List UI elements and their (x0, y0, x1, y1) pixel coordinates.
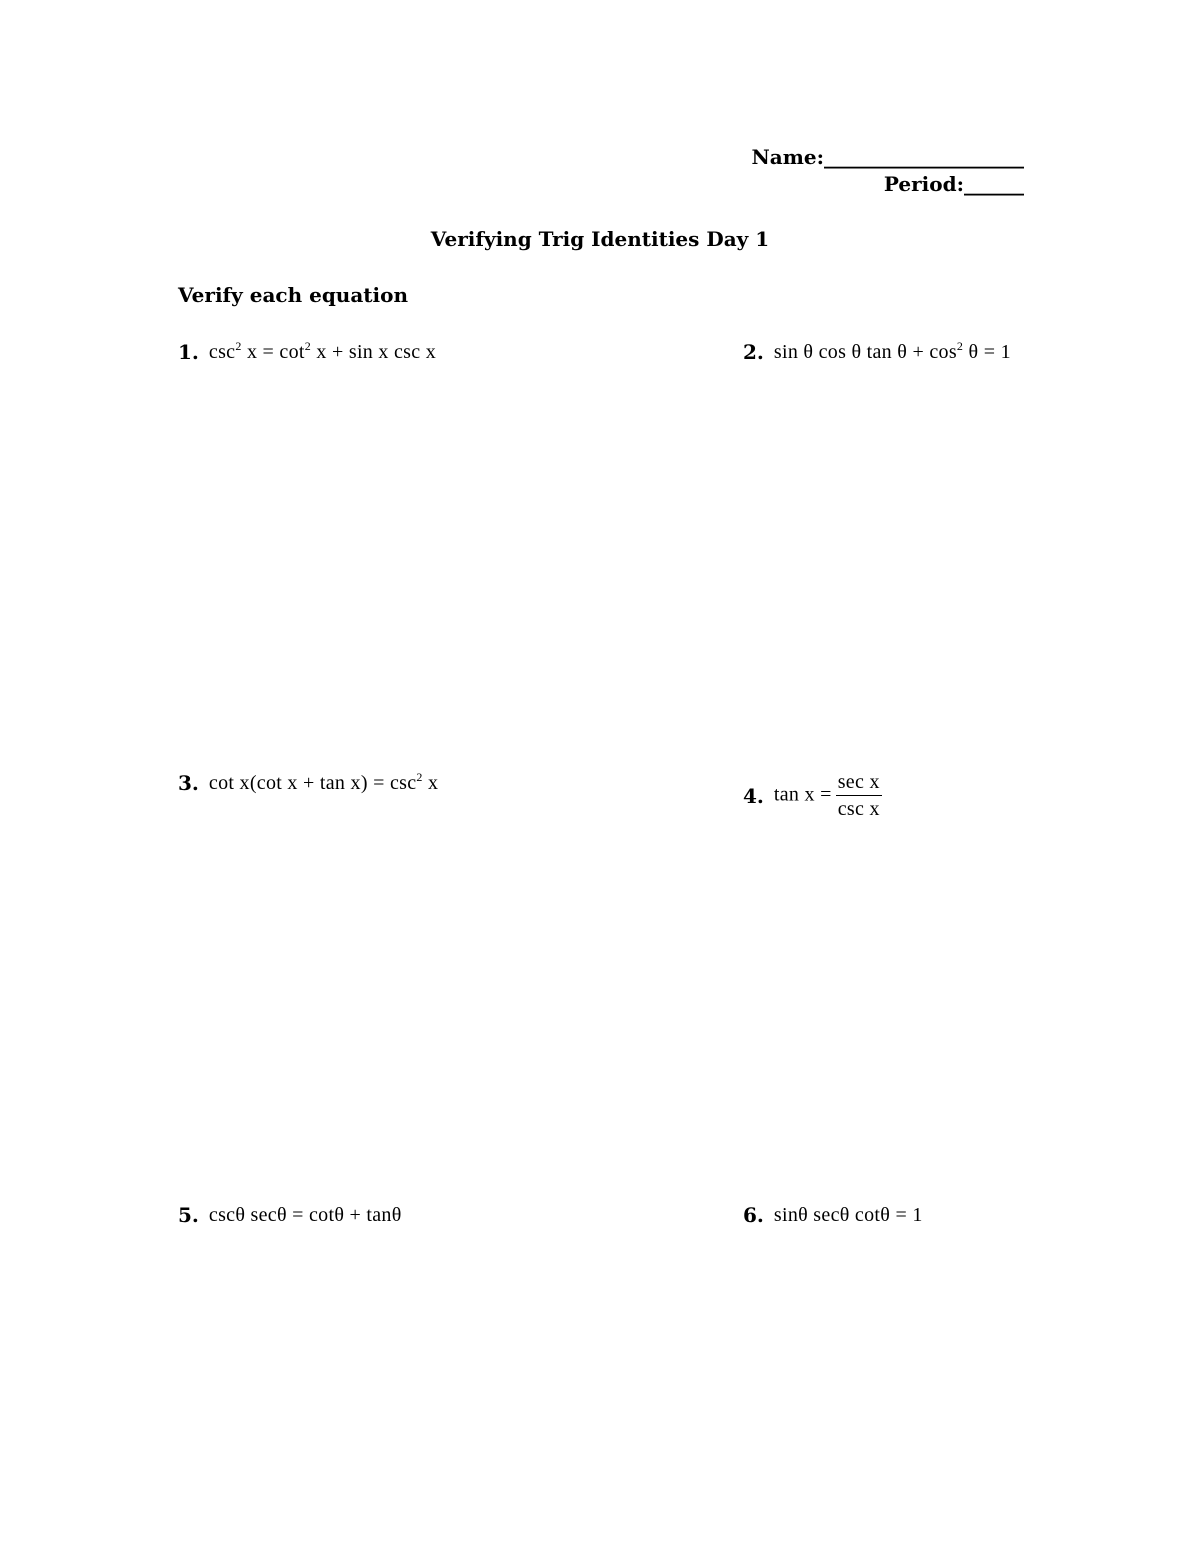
fraction (836, 771, 882, 821)
fraction-denominator: csc x (837, 798, 880, 820)
exponent: 2 (416, 769, 423, 784)
exponent: 2 (304, 338, 312, 353)
equation (773, 338, 1011, 364)
equation-part: x + sin x csc x (311, 340, 437, 363)
problem-number: 1. (178, 340, 199, 364)
equation-part: θ = 1 (963, 340, 1011, 363)
page-title: Verifying Trig Identities Day 1 (430, 227, 770, 251)
instructions: Verify each equation (178, 283, 409, 307)
fraction-numerator: sec x (836, 771, 882, 796)
name-field: Name:____________________ (751, 145, 1024, 169)
period-field: Period:______ (883, 172, 1024, 196)
equation-part: cot x(cot x + tan x) = csc (208, 771, 417, 794)
exponent: 2 (956, 338, 964, 353)
problem-number: 3. (178, 771, 199, 795)
equation-part: sin θ cos θ tan θ + cos (773, 340, 957, 363)
equation-part: csc (208, 340, 236, 363)
problem-number: 2. (743, 340, 764, 364)
problem-6 (743, 1203, 923, 1227)
equation-part: tan x = (773, 783, 832, 806)
exponent: 2 (235, 338, 242, 353)
equation (208, 769, 439, 795)
equation: cscθ secθ = cotθ + tanθ (208, 1203, 402, 1226)
problem-number: 4. (743, 784, 764, 808)
equation: sinθ secθ cotθ = 1 (773, 1203, 923, 1226)
problem-1 (178, 340, 436, 364)
equation (774, 771, 882, 821)
equation-part: x (422, 771, 439, 794)
problem-2 (743, 340, 1011, 364)
problem-3 (178, 771, 438, 795)
problem-4 (743, 771, 882, 821)
problem-number: 5. (178, 1203, 199, 1227)
equation-part: x = cot (241, 340, 305, 363)
equation (208, 338, 437, 364)
problem-number: 6. (743, 1203, 764, 1227)
problem-5 (178, 1203, 402, 1227)
